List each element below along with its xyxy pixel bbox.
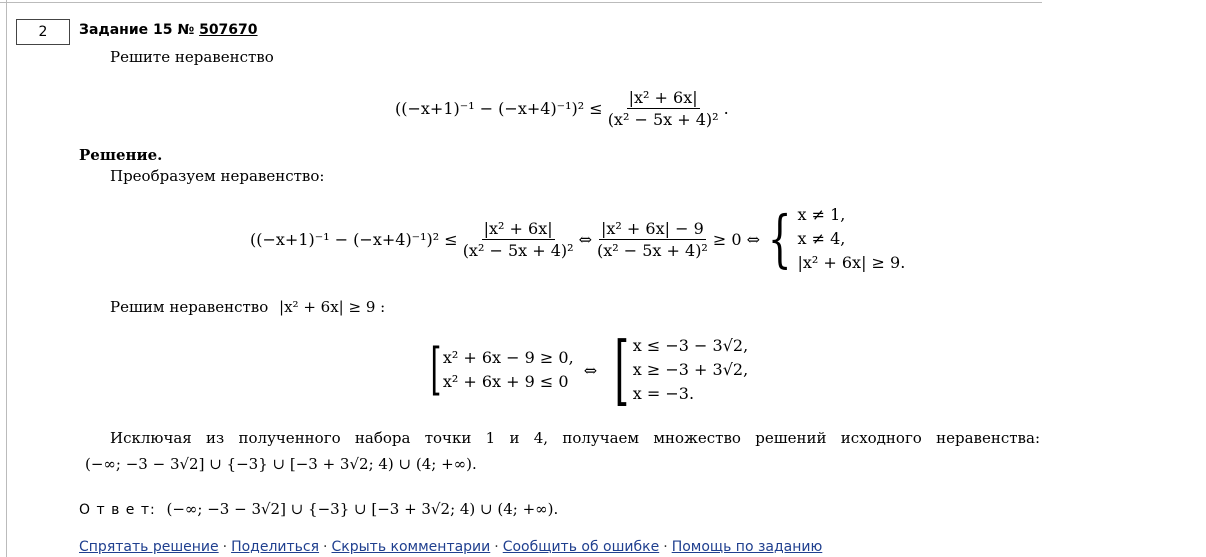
frame-left-border xyxy=(6,0,7,557)
set-right-line: x ≥ −3 + 3√2, xyxy=(632,360,749,379)
solution-step1: Преобразуем неравенство: xyxy=(110,167,325,185)
eq-denominator-1: (x² − 5x + 4)² xyxy=(462,240,574,260)
system-of-conditions xyxy=(760,203,905,275)
report-error-link[interactable]: Сообщить об ошибке xyxy=(502,539,660,555)
task-id-link[interactable]: 507670 xyxy=(199,22,258,38)
set-left-line: x² + 6x − 9 ≥ 0, xyxy=(442,348,574,367)
set-right-line: x = −3. xyxy=(632,384,695,403)
inequality-left: ((−x+1)⁻¹ − (−x+4)⁻¹)² ≤ xyxy=(395,99,603,118)
solution-step2 xyxy=(110,298,385,316)
eq-fraction-2 xyxy=(595,219,710,260)
set-right-line: x ≤ −3 − 3√2, xyxy=(632,336,749,355)
solution-equivalence xyxy=(250,203,905,275)
link-separator: · xyxy=(323,539,328,555)
eq-denominator-2: (x² − 5x + 4)² xyxy=(596,240,708,260)
set-left-line: x² + 6x + 9 ≤ 0 xyxy=(442,372,569,391)
system-line: x ≠ 4, xyxy=(797,229,846,248)
solution-conclusion-set: (−∞; −3 − 3√2] ∪ {−3} ∪ [−3 + 3√2; 4) ∪ (4; +∞). xyxy=(85,455,477,473)
link-separator: · xyxy=(494,539,499,555)
iff-symbol-2: ⇔ xyxy=(583,360,598,380)
task-prompt: Решите неравенство xyxy=(110,48,274,66)
set-right xyxy=(607,325,749,414)
inequality-denominator: (x² − 5x + 4)² xyxy=(607,110,719,129)
task-inequality xyxy=(395,88,729,129)
task-help-link[interactable]: Помощь по заданию xyxy=(671,539,823,555)
inequality-fraction xyxy=(606,88,721,129)
eq-fraction-1 xyxy=(461,219,576,260)
set-left-bracket: [ xyxy=(430,337,442,402)
system-line: x ≠ 1, xyxy=(797,205,846,224)
system-brace: { xyxy=(767,202,792,275)
hide-comments-link[interactable]: Скрыть комментарии xyxy=(331,539,491,555)
task-title xyxy=(79,22,258,38)
solution-conclusion: Исключая из полученного набора точки 1 и 4, получаем множество решений исходного неравенства: xyxy=(110,429,1040,447)
eq-numerator-1: |x² + 6x| xyxy=(483,218,553,238)
link-separator: · xyxy=(663,539,668,555)
set-right-bracket: [ xyxy=(614,325,630,414)
answer-line xyxy=(79,500,558,518)
task-title-prefix: Задание 15 № xyxy=(79,22,195,38)
step2-expression: |x² + 6x| ≥ 9 : xyxy=(279,298,386,316)
solution-sets xyxy=(425,325,749,414)
solution-heading: Решение. xyxy=(79,146,163,164)
task-number: 2 xyxy=(16,19,70,45)
system-line: |x² + 6x| ≥ 9. xyxy=(797,253,906,272)
step2-text: Решим неравенство xyxy=(110,298,269,316)
eq-ge-iff: ≥ 0 ⇔ xyxy=(712,229,761,249)
action-links xyxy=(79,539,822,555)
set-right-lines xyxy=(633,334,748,406)
iff-symbol-1: ⇔ xyxy=(578,229,592,249)
system-lines xyxy=(797,203,905,275)
frame-top-border xyxy=(0,2,1042,3)
set-left xyxy=(425,337,574,402)
answer-label: О т в е т: xyxy=(79,502,156,518)
answer-value: (−∞; −3 − 3√2] ∪ {−3} ∪ [−3 + 3√2; 4) ∪ (4; +∞). xyxy=(166,500,559,518)
eq-numerator-2: |x² + 6x| − 9 xyxy=(601,218,704,238)
inequality-end: . xyxy=(723,99,729,118)
share-link[interactable]: Поделиться xyxy=(231,539,320,555)
eq-left: ((−x+1)⁻¹ − (−x+4)⁻¹)² ≤ xyxy=(250,229,458,249)
hide-solution-link[interactable]: Спрятать решение xyxy=(79,539,219,555)
link-separator: · xyxy=(222,539,228,555)
inequality-numerator: |x² + 6x| xyxy=(628,88,698,107)
set-left-lines xyxy=(443,346,574,394)
